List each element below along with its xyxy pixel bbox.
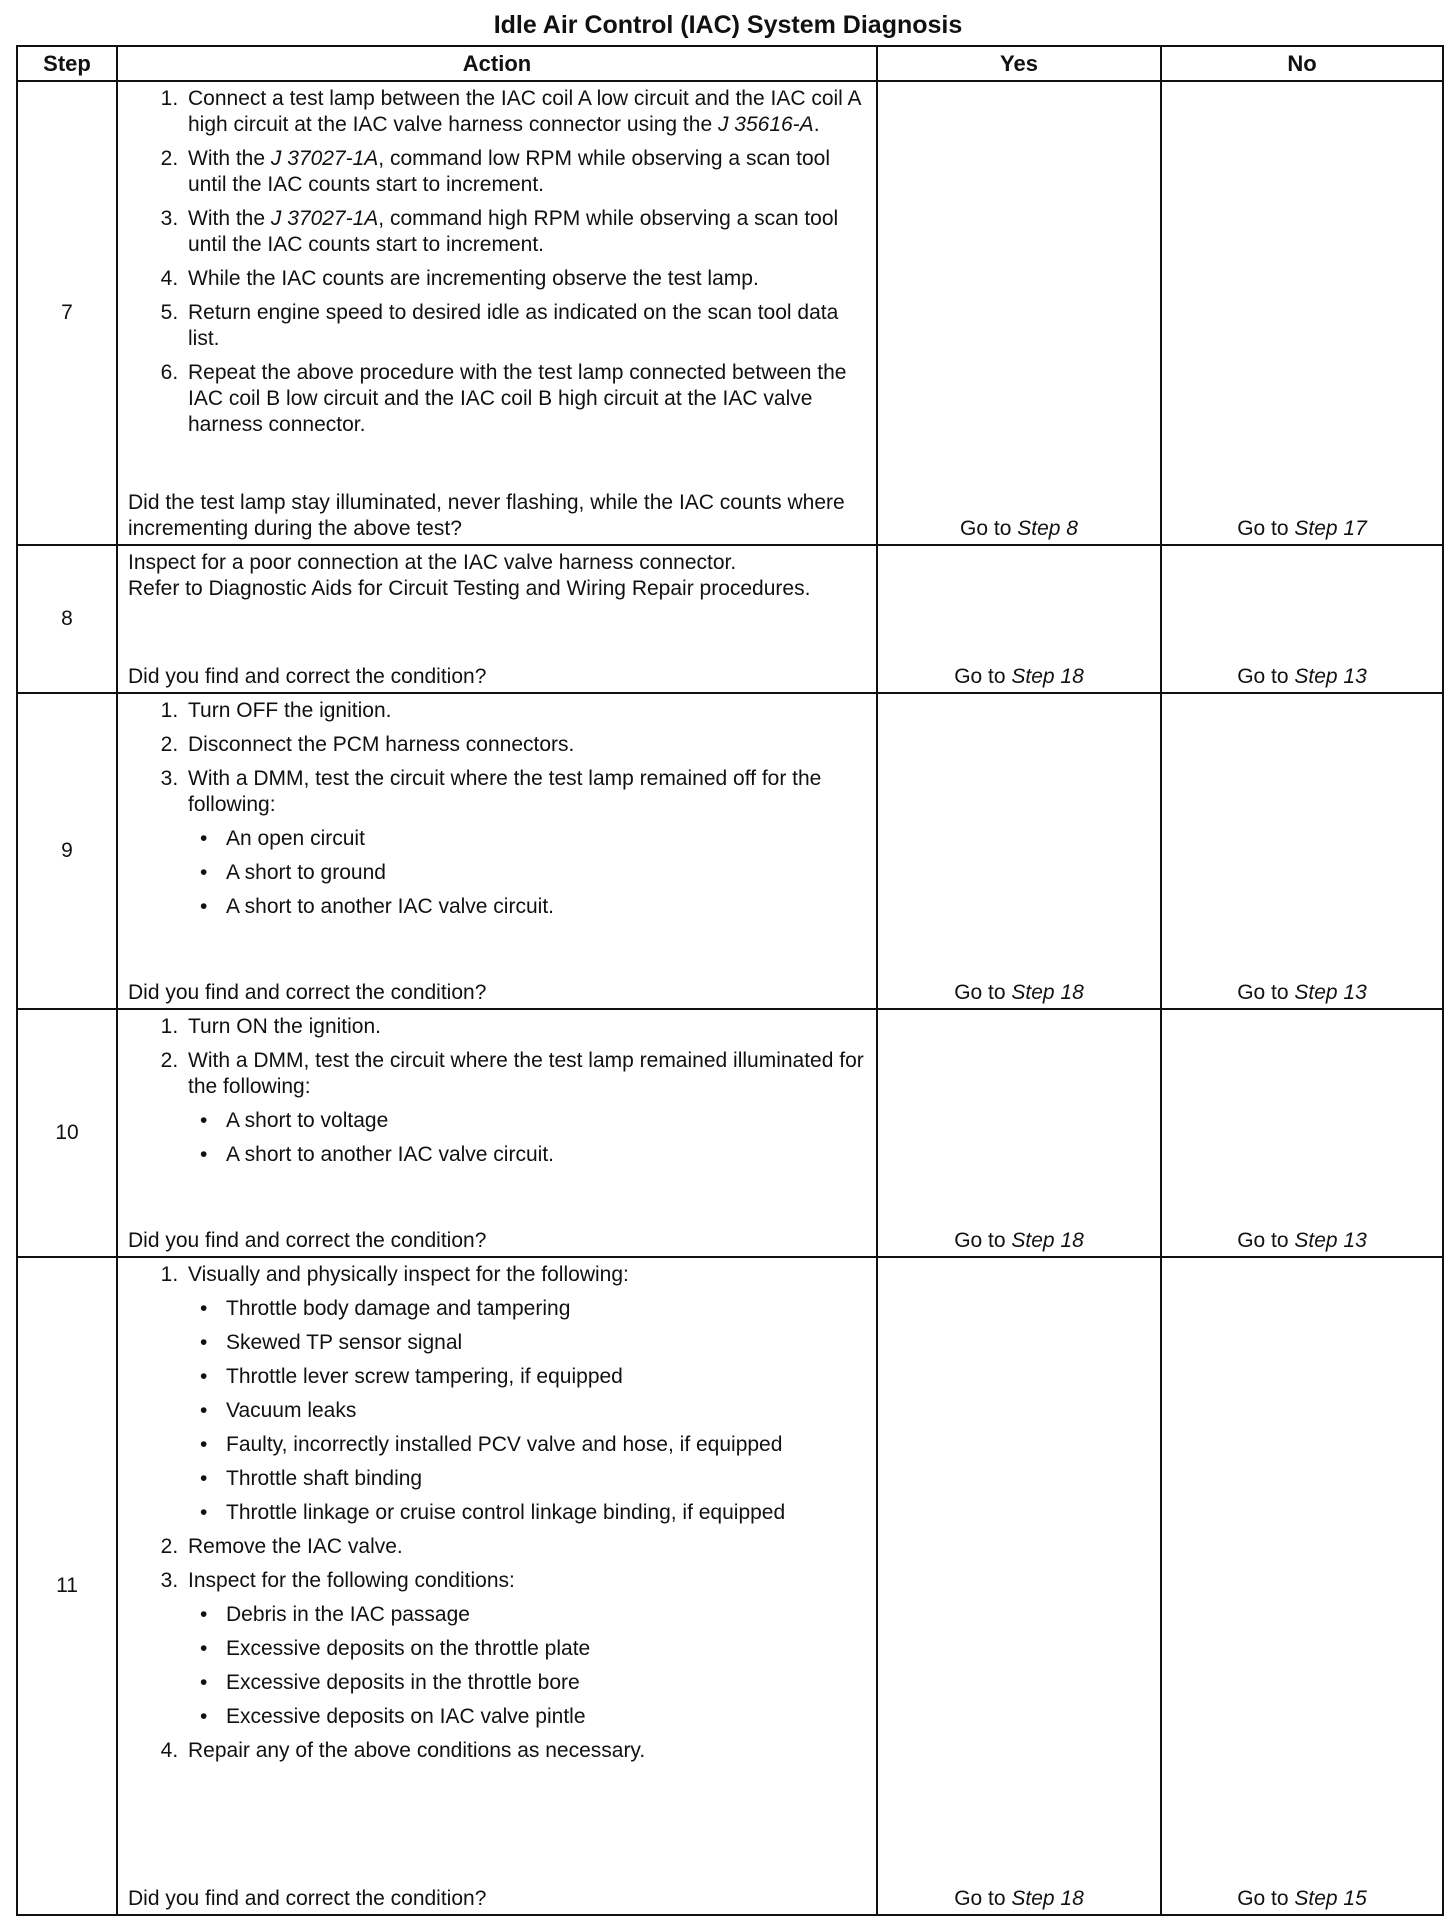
action-step-text: Inspect for the following conditions: (188, 1569, 515, 1592)
action-step-text: With the (188, 207, 271, 230)
step-number: 7 (17, 81, 117, 545)
action-bullet-list (188, 1602, 866, 1730)
no-goto-text: Go to (1237, 1229, 1295, 1252)
no-goto-text: Go to (1237, 1887, 1295, 1910)
no-goto-text: Go to (1237, 517, 1295, 540)
yes-goto-step-link[interactable]: Step 18 (1011, 1229, 1084, 1252)
header-row (17, 46, 1443, 81)
action-step-text: With a DMM, test the circuit where the test lamp remained off for the following: (188, 767, 822, 816)
bullet-item: • Excessive deposits on the throttle plate (222, 1636, 866, 1662)
action-content (128, 86, 866, 542)
step-number: 11 (17, 1257, 117, 1915)
action-step-item (184, 86, 866, 138)
header-no: No (1161, 46, 1443, 81)
action-step-text: Turn OFF the ignition. (188, 699, 392, 722)
yes-goto-text: Go to (954, 1229, 1012, 1252)
no-goto-step-link[interactable]: Step 13 (1294, 1229, 1367, 1252)
action-cell (117, 81, 877, 545)
bullet-item: • Debris in the IAC passage (222, 1602, 866, 1628)
bullet-item: • Skewed TP sensor signal (222, 1330, 866, 1356)
action-instructions (128, 1262, 866, 1772)
page-title: Idle Air Control (IAC) System Diagnosis (493, 11, 963, 39)
action-step-item (184, 1262, 866, 1526)
yes-goto-step-link[interactable]: Step 8 (1017, 517, 1078, 540)
no-goto-step-link[interactable]: Step 13 (1294, 981, 1367, 1004)
action-step-text: Connect a test lamp between the IAC coil A low circuit and the IAC coil A high circuit at the IAC valve harness connector using the (188, 87, 861, 136)
action-step-item (184, 266, 866, 292)
no-result-cell (1161, 545, 1443, 693)
no-result-cell (1161, 693, 1443, 1009)
bullet-item: • An open circuit (222, 826, 866, 852)
action-step-text: Visually and physically inspect for the following: (188, 1263, 629, 1286)
bullet-item: • Vacuum leaks (222, 1398, 866, 1424)
no-goto-step-link[interactable]: Step 15 (1294, 1887, 1367, 1910)
bullet-item: • Throttle linkage or cruise control linkage binding, if equipped (222, 1500, 866, 1526)
action-instructions (128, 1014, 866, 1176)
action-steps-list (128, 86, 866, 438)
bullet-item: • A short to another IAC valve circuit. (222, 1142, 866, 1168)
bullet-item: • A short to another IAC valve circuit. (222, 894, 866, 920)
step-number: 9 (17, 693, 117, 1009)
step-question: Did the test lamp stay illuminated, never flashing, while the IAC counts where incrementing during the above test? (128, 491, 845, 540)
bullet-item: • Throttle shaft binding (222, 1466, 866, 1492)
yes-goto-text: Go to (954, 665, 1012, 688)
action-step-item (184, 300, 866, 352)
no-goto-step-link[interactable]: Step 13 (1294, 665, 1367, 688)
action-instructions (128, 86, 866, 446)
tool-reference: J 37027-1A (270, 147, 379, 170)
action-step-item (184, 1568, 866, 1730)
bullet-item: • A short to ground (222, 860, 866, 886)
step-question: Did you find and correct the condition? (128, 1887, 487, 1910)
table-row (17, 1009, 1443, 1257)
bullet-item: • Faulty, incorrectly installed PCV valve and hose, if equipped (222, 1432, 866, 1458)
action-cell (117, 1257, 877, 1915)
table-row (17, 693, 1443, 1009)
action-step-item (184, 206, 866, 258)
bullet-item: • A short to voltage (222, 1108, 866, 1134)
action-step-text: Remove the IAC valve. (188, 1535, 403, 1558)
step-number: 10 (17, 1009, 117, 1257)
action-cell (117, 693, 877, 1009)
action-step-text: . (813, 113, 820, 136)
action-step-text: Disconnect the PCM harness connectors. (188, 733, 575, 756)
action-step-item (184, 360, 866, 438)
yes-goto-text: Go to (954, 981, 1012, 1004)
bullet-item: • Throttle body damage and tampering (222, 1296, 866, 1322)
action-content (128, 698, 866, 1006)
action-bullet-list (188, 1296, 866, 1526)
action-step-item (184, 1534, 866, 1560)
action-content (128, 550, 866, 690)
action-step-text: Repeat the above procedure with the test lamp connected between the IAC coil B low circuit and the IAC coil B high circuit at the IAC valve harness connector. (188, 361, 847, 436)
action-instructions (128, 550, 866, 602)
action-step-item (184, 1738, 866, 1764)
step-question: Did you find and correct the condition? (128, 981, 487, 1004)
action-step-item (184, 146, 866, 198)
yes-result-cell (877, 693, 1161, 1009)
table-row (17, 1257, 1443, 1915)
action-content (128, 1262, 866, 1912)
bullet-item: • Excessive deposits on IAC valve pintle (222, 1704, 866, 1730)
yes-result-cell (877, 545, 1161, 693)
action-step-text: With the (188, 147, 271, 170)
bullet-item: • Excessive deposits in the throttle bore (222, 1670, 866, 1696)
action-step-text: Turn ON the ignition. (188, 1015, 381, 1038)
action-step-item (184, 766, 866, 920)
no-goto-step-link[interactable]: Step 17 (1294, 517, 1367, 540)
table-body (17, 81, 1443, 1915)
no-result-cell (1161, 1009, 1443, 1257)
yes-result-cell (877, 81, 1161, 545)
no-goto-text: Go to (1237, 665, 1295, 688)
action-cell (117, 1009, 877, 1257)
action-step-text: , command high RPM while observing a scan tool until the IAC counts start to increment. (188, 207, 839, 256)
action-step-text: With a DMM, test the circuit where the test lamp remained illuminated for the following: (188, 1049, 864, 1098)
bullet-item: • Throttle lever screw tampering, if equipped (222, 1364, 866, 1390)
action-paragraph: Inspect for a poor connection at the IAC valve harness connector. (128, 551, 737, 574)
action-steps-list (128, 1014, 866, 1168)
action-step-item (184, 732, 866, 758)
action-cell (117, 545, 877, 693)
step-question: Did you find and correct the condition? (128, 665, 487, 688)
table-row (17, 81, 1443, 545)
header-action: Action (117, 46, 877, 81)
action-steps-list (128, 1262, 866, 1764)
action-steps-list (128, 698, 866, 920)
table-row (17, 545, 1443, 693)
action-instructions (128, 698, 866, 928)
no-result-cell (1161, 1257, 1443, 1915)
diagnosis-table (16, 45, 1444, 1916)
action-step-text: Repair any of the above conditions as necessary. (188, 1739, 646, 1762)
tool-reference: J 35616-A (717, 113, 814, 136)
header-step: Step (17, 46, 117, 81)
yes-goto-step-link[interactable]: Step 18 (1011, 665, 1084, 688)
tool-reference: J 37027-1A (270, 207, 379, 230)
action-content (128, 1014, 866, 1254)
yes-goto-step-link[interactable]: Step 18 (1011, 1887, 1084, 1910)
yes-goto-step-link[interactable]: Step 18 (1011, 981, 1084, 1004)
action-step-item (184, 1048, 866, 1168)
action-paragraph: Refer to Diagnostic Aids for Circuit Testing and Wiring Repair procedures. (128, 577, 811, 600)
step-question: Did you find and correct the condition? (128, 1229, 487, 1252)
yes-goto-text: Go to (960, 517, 1018, 540)
action-step-text: While the IAC counts are incrementing observe the test lamp. (188, 267, 759, 290)
no-goto-text: Go to (1237, 981, 1295, 1004)
action-step-text: , command low RPM while observing a scan tool until the IAC counts start to increment. (188, 147, 830, 196)
step-number: 8 (17, 545, 117, 693)
no-result-cell (1161, 81, 1443, 545)
action-bullet-list (188, 1108, 866, 1168)
action-step-item (184, 1014, 866, 1040)
header-yes: Yes (877, 46, 1161, 81)
action-step-text: Return engine speed to desired idle as indicated on the scan tool data list. (188, 301, 839, 350)
yes-goto-text: Go to (954, 1887, 1012, 1910)
action-step-item (184, 698, 866, 724)
yes-result-cell (877, 1009, 1161, 1257)
action-bullet-list (188, 826, 866, 920)
yes-result-cell (877, 1257, 1161, 1915)
